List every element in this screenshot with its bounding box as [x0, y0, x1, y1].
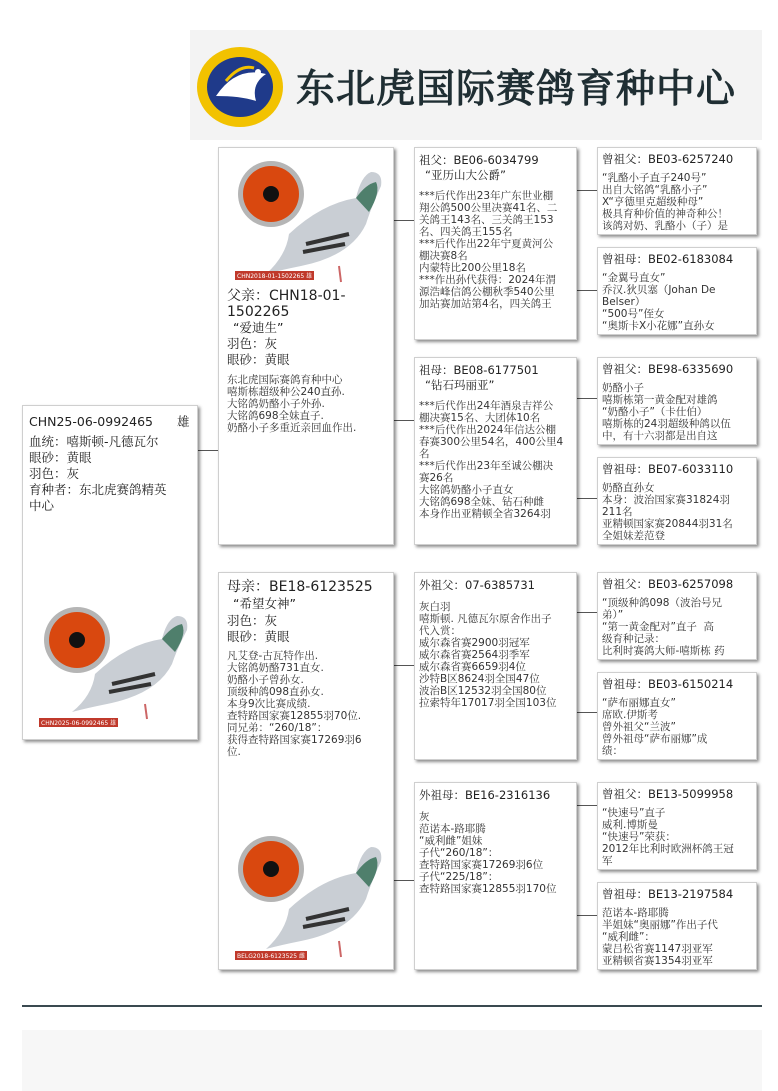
gp-note: 棚决赛8名	[419, 250, 468, 262]
pigeon-photo	[231, 831, 391, 963]
subject-eye: 眼砂：黄眼	[29, 450, 92, 465]
pigeon-photo	[231, 156, 391, 288]
subject-card	[22, 405, 198, 740]
mother-note: 同兄弟：“260/18”：	[227, 722, 328, 734]
gp-note: 子代“225/18”：	[419, 871, 499, 883]
mother-color: 羽色：灰	[227, 613, 278, 628]
father-eye: 眼砂：黄眼	[227, 352, 290, 367]
subject-breeder: 育种者：东北虎赛鸽精英	[29, 482, 167, 497]
gp-note: ***作出孙代获得：2024年渭	[419, 274, 556, 286]
father-name: “爱迪生”	[233, 320, 284, 335]
ggp-note: 嘻斯栋第一黄金配对雄鸽	[602, 394, 718, 406]
father-note: 大铭鸽奶酪小子外孙.	[227, 398, 325, 410]
subject-breeder: 中心	[29, 498, 55, 513]
ggp-note: “威利雌”：	[602, 931, 655, 943]
ggp-note: 蒙吕松省赛1147羽亚军	[602, 943, 713, 955]
gp-note: 大铭鸽698全妹、钻石种雌	[419, 496, 545, 508]
connector-line	[577, 290, 597, 291]
connector-line	[394, 665, 414, 666]
gp-note: 拉索特年17017羽全国103位	[419, 697, 557, 709]
ggp-note: 极具育种价值的神奇种公！	[602, 208, 728, 220]
ggp-note: 级育种记录：	[602, 633, 665, 645]
gp-note: 代入赏：	[419, 625, 461, 637]
ggp-note: 本身：波治国家赛31824羽	[602, 494, 730, 506]
great-grandparent-card	[597, 672, 757, 760]
father-note: 东北虎国际赛鸽育种中心	[227, 374, 343, 386]
ggp-note: 中，有十六羽都是出自这	[602, 430, 718, 442]
gp-note: ***后代作出2024年信达公棚	[419, 424, 556, 436]
ggp-note: Belser）	[602, 296, 646, 308]
ggp-note: “500号”侄女	[602, 308, 665, 320]
great-grandparent-card	[597, 357, 757, 445]
subject-sex: 雄	[177, 414, 190, 429]
ggp-note: X“亨德里克超级种母”	[602, 196, 704, 208]
gp-note: ***后代作出22年宁夏黄河公	[419, 238, 554, 250]
father-card	[218, 147, 394, 545]
photo-caption: BELG2018-6123525 雌	[237, 953, 305, 960]
gp-title: 祖母：BE08-6177501	[419, 363, 539, 377]
gp-title: 外祖母：BE16-2316136	[419, 788, 551, 802]
gp-note: 内蒙特比200公里18名	[419, 262, 526, 274]
gp-note: 加站赛加站第4名，四关鸽王	[419, 298, 552, 310]
gp-note: 威尔森省赛2900羽冠军	[419, 637, 530, 649]
connector-line	[394, 220, 414, 221]
gp-note: 波治B区12532羽全国80位	[419, 685, 547, 697]
great-grandparent-card	[597, 882, 757, 970]
ggp-note: 亚精顿国家赛20844羽31名	[602, 518, 733, 530]
ggp-note: 曾外祖父“兰波”	[602, 721, 676, 733]
ggp-title: 曾祖母：BE02-6183084	[602, 252, 734, 266]
gp-note: 灰白羽	[419, 601, 451, 613]
great-grandparent-card	[597, 572, 757, 660]
ggp-note: 威利.博斯曼	[602, 819, 658, 831]
photo-caption: CHN2025-06-0992465 雄	[41, 720, 117, 727]
mother-note: 凡艾登-古瓦特作出.	[227, 650, 319, 662]
gp-note: 查特路国家赛17269羽6位	[419, 859, 544, 871]
grandmother-paternal-card	[414, 357, 577, 545]
gp-note: ***后代作出24年酒泉吉祥公	[419, 400, 554, 412]
ggp-title: 曾祖父：BE03-6257240	[602, 152, 734, 166]
ggp-title: 曾祖父：BE13-5099958	[602, 787, 734, 801]
mother-eye: 眼砂：黄眼	[227, 629, 290, 644]
grandmother-maternal-card	[414, 782, 577, 970]
gp-note: 名、四关鸽王155名	[419, 226, 513, 238]
gp-note: 范诺本-路耶腾	[419, 823, 486, 835]
connector-line	[577, 398, 597, 399]
father-title: 1502265	[227, 304, 290, 320]
ggp-note: “第一黄金配对”直子 高	[602, 621, 715, 633]
connector-line	[394, 880, 414, 881]
connector-line	[198, 450, 218, 451]
subject-ring: CHN25-06-0992465	[29, 414, 153, 429]
ggp-title: 曾祖父：BE03-6257098	[602, 577, 734, 591]
ggp-title: 曾祖母：BE07-6033110	[602, 462, 734, 476]
gp-note: 沙特B区8624羽全国47位	[419, 673, 540, 685]
ggp-title: 曾祖母：BE03-6150214	[602, 677, 734, 691]
ggp-note: 弟）”	[602, 609, 624, 621]
gp-title: 外祖父：07-6385731	[419, 578, 535, 592]
ggp-note: 该鸽对奶、乳酪小（子）是	[602, 220, 728, 232]
mother-note: 本身9次比赛成绩.	[227, 698, 311, 710]
ggp-note: 全姐妹差范登	[602, 530, 665, 542]
gp-note: ***后代作出23年至诚公棚决	[419, 460, 554, 472]
connector-line	[394, 420, 414, 421]
gp-note: “威利雌”姐妹	[419, 835, 483, 847]
ggp-note: 曾外祖母“萨布丽娜”成	[602, 733, 708, 745]
ggp-note: 乔汉.狄贝塞（Johan De	[602, 284, 716, 296]
pigeon-photo	[37, 604, 197, 724]
gp-note: 翔公鸽500公里决赛41名、二	[419, 202, 558, 214]
ggp-title: 曾祖父：BE98-6335690	[602, 362, 734, 376]
great-grandparent-card	[597, 782, 757, 870]
gp-name: “钻石玛丽亚”	[425, 378, 495, 392]
mother-name: “希望女神”	[233, 596, 296, 611]
ggp-note: 奶酪直孙女	[602, 482, 655, 494]
connector-line	[577, 612, 597, 613]
gp-note: 查特路国家赛12855羽170位	[419, 883, 557, 895]
gp-note: 威尔森省赛2564羽季军	[419, 649, 530, 661]
grandfather-maternal-card	[414, 572, 577, 760]
ggp-note: 出自大铭鸽“乳酪小子”	[602, 184, 708, 196]
gp-note: 威尔森省赛6659羽4位	[419, 661, 526, 673]
logo-emblem	[196, 46, 284, 128]
connector-line	[577, 190, 597, 191]
ggp-note: “乳酪小子直子240号”	[602, 172, 707, 184]
mother-note: 位.	[227, 746, 241, 758]
gp-note: 灰	[419, 811, 430, 823]
father-note: 大铭鸽698全妹直子.	[227, 410, 324, 422]
gp-note: 源浩峰信鸽公棚秋季540公里	[419, 286, 555, 298]
gp-note: 棚决赛15名、大团体10名	[419, 412, 541, 424]
ggp-note: “快速号”荣获：	[602, 831, 676, 843]
mother-note: 顶级种鸽098直孙女.	[227, 686, 324, 698]
connector-line	[577, 805, 597, 806]
ggp-note: “奥斯卡X小花娜”直孙女	[602, 320, 715, 332]
ggp-note: 亚精顿省赛1354羽亚军	[602, 955, 713, 967]
gp-note: 赛26名	[419, 472, 454, 484]
ggp-note: 半姐妹“奥丽娜”作出子代	[602, 919, 718, 931]
gp-note: 春赛300公里54名，400公里4	[419, 436, 564, 448]
mother-note: 奶酪小子曾孙女.	[227, 674, 304, 686]
ggp-note: 范诺本-路耶腾	[602, 907, 669, 919]
father-note: 嘻斯栋超级种公240直孙.	[227, 386, 345, 398]
great-grandparent-card	[597, 147, 757, 235]
ggp-note: 军	[602, 855, 613, 867]
footer-band	[22, 1030, 762, 1091]
gp-name: “亚历山大公爵”	[425, 168, 506, 182]
grandfather-paternal-card	[414, 147, 577, 340]
ggp-note: 嘻斯栋的24羽超级种鸽以伍	[602, 418, 731, 430]
ggp-note: “顶级种鸽098（波治号兄	[602, 597, 722, 609]
mother-card	[218, 572, 394, 970]
ggp-note: “萨布丽娜直女”	[602, 697, 676, 709]
gp-note: 子代“260/18”：	[419, 847, 499, 859]
mother-title: 母亲：BE18-6123525	[227, 579, 373, 595]
gp-title: 祖父：BE06-6034799	[419, 153, 539, 167]
org-title: 东北虎国际赛鸽育种中心	[296, 67, 737, 112]
gp-note: 大铭鸽奶酪小子直女	[419, 484, 514, 496]
ggp-note: 席欧.伊斯考	[602, 709, 658, 721]
mother-note: 查特路国家赛12855羽70位.	[227, 710, 362, 722]
ggp-note: “金翼号直女”	[602, 272, 666, 284]
ggp-note: 2012年比利时欧洲杯鸽王冠	[602, 843, 734, 855]
ggp-title: 曾祖母：BE13-2197584	[602, 887, 734, 901]
mother-note: 大铭鸽奶酪731直女.	[227, 662, 324, 674]
subject-bloodline: 血统：嘻斯顿-凡德瓦尔	[29, 434, 159, 449]
father-note: 奶酪小子多重近亲回血作出.	[227, 422, 357, 434]
gp-note: 本身作出亚精顿全省3264羽	[419, 508, 551, 520]
photo-caption: CHN2018-01-1502265 雄	[237, 273, 313, 280]
ggp-note: 绩：	[602, 745, 623, 757]
gp-note: ***后代作出23年广东世业棚	[419, 190, 554, 202]
father-color: 羽色：灰	[227, 336, 278, 351]
connector-line	[577, 498, 597, 499]
great-grandparent-card	[597, 457, 757, 545]
gp-note: 嘻斯顿. 凡德瓦尔原舍作出子	[419, 613, 552, 625]
ggp-note: 比利时赛鸽大师-嘻斯栋 药	[602, 645, 725, 657]
ggp-note: 211名	[602, 506, 633, 518]
connector-line	[577, 915, 597, 916]
connector-line	[577, 712, 597, 713]
ggp-note: 奶酪小子	[602, 382, 644, 394]
gp-note: 名	[419, 448, 430, 460]
gp-note: 关鸽王143名、三关鸽王153	[419, 214, 554, 226]
great-grandparent-card	[597, 247, 757, 335]
footer-divider	[22, 1005, 762, 1007]
subject-color: 羽色：灰	[29, 466, 80, 481]
ggp-note: “奶酪小子”（卡仕伯）	[602, 406, 708, 418]
ggp-note: “快速号”直子	[602, 807, 666, 819]
father-title: 父亲：CHN18-01-	[227, 288, 346, 304]
mother-note: 获得查特路国家赛17269羽6	[227, 734, 362, 746]
